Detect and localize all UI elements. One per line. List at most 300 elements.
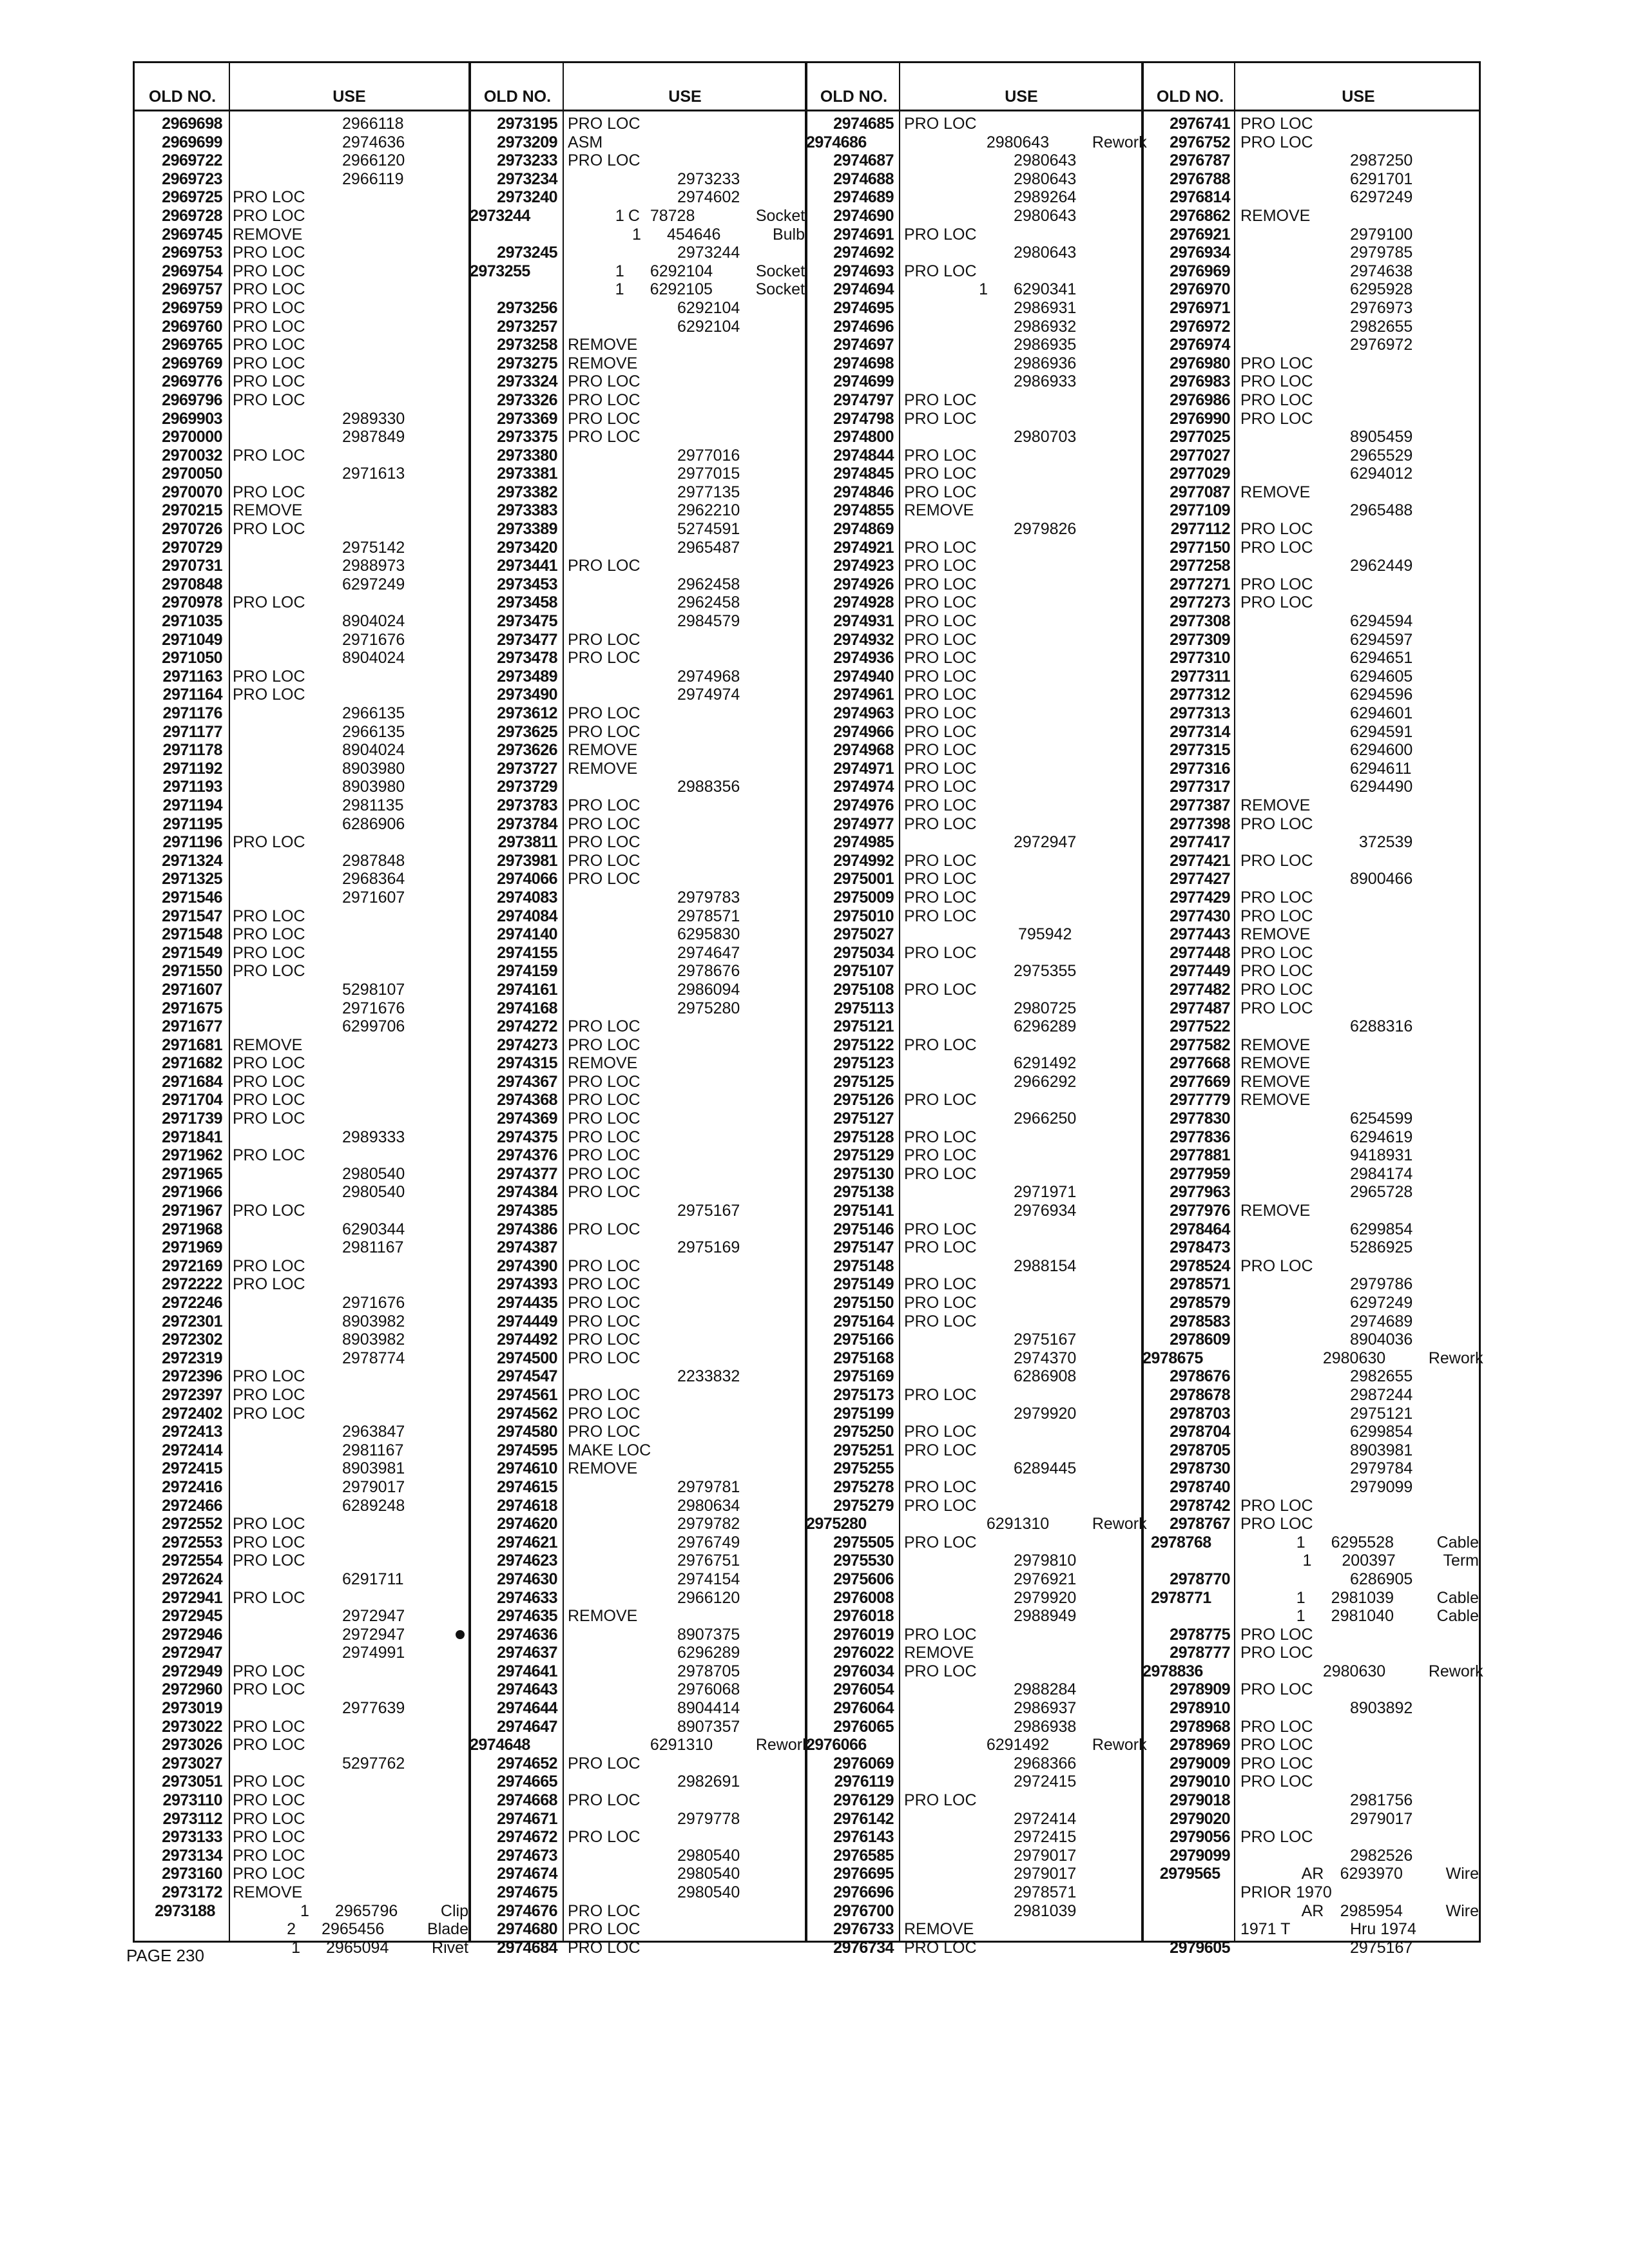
- quantity: [1311, 133, 1324, 152]
- part-note: [1110, 1017, 1119, 1036]
- part-number: 8904024: [342, 649, 405, 668]
- remark: [227, 1331, 304, 1349]
- quantity: [1311, 1644, 1324, 1662]
- use-cell: [227, 318, 468, 336]
- table-row: [135, 1238, 468, 1257]
- use-cell: [1235, 465, 1479, 483]
- part-note: [1447, 593, 1456, 612]
- old-number-cell: [1142, 796, 1235, 815]
- old-number: 2975034: [833, 943, 894, 962]
- part-note: [1447, 870, 1456, 889]
- part-note: [1110, 1312, 1119, 1331]
- use-cell: [563, 889, 805, 907]
- old-number: 2974926: [833, 575, 894, 593]
- old-number: 2975027: [833, 925, 894, 944]
- old-number: 2974800: [833, 428, 894, 447]
- remark: PRO LOC: [233, 686, 305, 704]
- table-row: [1142, 944, 1479, 963]
- part-number: [340, 925, 439, 944]
- part-note: [1447, 557, 1456, 575]
- part-number: [340, 668, 439, 686]
- use-cell: [1235, 391, 1479, 410]
- prefix: [1324, 539, 1347, 557]
- prefix: [651, 1552, 675, 1570]
- old-number: 2973383: [497, 501, 557, 520]
- remark: [227, 870, 304, 889]
- old-number: 2978583: [1170, 1312, 1230, 1331]
- part-number: [1011, 741, 1110, 760]
- remark: [227, 1128, 304, 1147]
- remark: PRO LOC: [233, 1054, 305, 1073]
- table-row: [470, 1754, 805, 1773]
- table-row: [1142, 226, 1479, 244]
- part-note: [1110, 1773, 1119, 1791]
- use-cell: [1235, 1146, 1479, 1165]
- prefix: [988, 1331, 1011, 1349]
- remark: [1217, 1589, 1293, 1608]
- part-number: 2977015: [677, 465, 740, 483]
- prefix: [1324, 1367, 1347, 1386]
- prefix: [651, 686, 675, 704]
- part-number: [1347, 1054, 1447, 1073]
- use-cell: [1235, 520, 1479, 539]
- use-cell: [1235, 354, 1479, 373]
- old-number-cell: [806, 1238, 899, 1257]
- table-row: [1142, 391, 1479, 410]
- old-number: 2978678: [1170, 1385, 1230, 1404]
- old-number: 2976695: [833, 1865, 894, 1883]
- old-number-cell: [470, 1257, 563, 1276]
- use-cell: [899, 575, 1141, 594]
- part-number: [340, 1257, 439, 1276]
- remark: [227, 1220, 304, 1239]
- quantity: [639, 428, 651, 447]
- remark: REMOVE: [1240, 1054, 1311, 1073]
- old-number: 2976129: [833, 1791, 894, 1810]
- remark: PRO LOC: [904, 1625, 977, 1644]
- remark: PRO LOC: [1240, 851, 1313, 870]
- table-row: [470, 612, 805, 631]
- part-note: [439, 1165, 448, 1184]
- quantity: [304, 1405, 316, 1423]
- use-cell: [563, 1810, 805, 1829]
- quantity: [1311, 1386, 1324, 1405]
- part-note: [774, 1680, 783, 1699]
- part-note: [1447, 1828, 1456, 1847]
- use-cell: [899, 612, 1141, 631]
- quantity: [975, 1902, 988, 1921]
- old-number: 2974633: [497, 1588, 557, 1607]
- remark: [1235, 1386, 1311, 1405]
- table-row: [1142, 1736, 1479, 1754]
- quantity: [639, 1754, 651, 1773]
- table-row: [135, 981, 468, 999]
- prefix: [316, 907, 340, 926]
- old-number-cell: [1142, 1626, 1235, 1644]
- remark: [1235, 1570, 1311, 1589]
- old-number: 2970070: [162, 483, 222, 501]
- remark: [1235, 1146, 1311, 1165]
- table-row: [470, 1073, 805, 1091]
- old-number: 2975251: [833, 1441, 894, 1459]
- prefix: [316, 1091, 340, 1110]
- part-note: [1110, 1367, 1119, 1386]
- use-cell: [1235, 1165, 1479, 1184]
- part-note: [1110, 1662, 1119, 1681]
- remark: PRO LOC: [568, 814, 641, 833]
- table-row: [1142, 1847, 1479, 1865]
- old-number: 2974140: [497, 925, 557, 944]
- remark: [563, 1478, 639, 1497]
- quantity: [304, 1091, 316, 1110]
- part-note: [1110, 1754, 1119, 1773]
- table-row: [470, 1110, 805, 1128]
- part-note: [1447, 1441, 1456, 1460]
- prefix: [988, 1036, 1011, 1055]
- quantity: [304, 852, 316, 870]
- use-cell: [563, 1589, 805, 1608]
- old-number: 2974385: [497, 1202, 557, 1220]
- part-note: [1447, 1331, 1456, 1349]
- table-row: [470, 1828, 805, 1847]
- old-number-cell: [470, 1202, 563, 1220]
- table-row: [135, 925, 468, 944]
- remark: REMOVE: [233, 1035, 303, 1054]
- old-number: 2974963: [833, 704, 894, 722]
- quantity: [1311, 465, 1324, 483]
- old-number-cell: [1142, 1110, 1235, 1128]
- quantity: [1311, 170, 1324, 189]
- quantity: [639, 1515, 651, 1533]
- remark: [1235, 244, 1311, 262]
- quantity: [639, 1699, 651, 1718]
- old-number-cell: [806, 318, 899, 336]
- old-number-cell: [470, 1036, 563, 1055]
- part-number: [1347, 1626, 1447, 1644]
- part-number: 6286906: [342, 814, 405, 833]
- prefix: [1315, 1902, 1338, 1921]
- prefix: [1297, 1662, 1320, 1681]
- old-number-cell: [806, 1810, 899, 1829]
- prefix: [316, 1386, 340, 1405]
- table-row: [135, 999, 468, 1018]
- old-number-cell: [135, 1497, 227, 1515]
- part-note: [774, 1533, 783, 1552]
- use-cell: [899, 1607, 1141, 1626]
- old-number-cell: [1142, 815, 1235, 834]
- quantity: [975, 1183, 988, 1202]
- use-cell: [563, 962, 805, 981]
- use-cell: [563, 1570, 805, 1589]
- old-number-cell: [135, 1773, 227, 1791]
- use-cell: [899, 318, 1141, 336]
- part-note: [774, 1054, 783, 1073]
- old-number-cell: [1142, 1238, 1235, 1257]
- prefix: [1324, 1312, 1347, 1331]
- remark: [227, 465, 304, 483]
- prefix: [624, 280, 648, 299]
- old-number-cell: [1142, 1146, 1235, 1165]
- old-number: 2972415: [162, 1459, 222, 1478]
- old-number-cell: [135, 723, 227, 742]
- use-cell: [227, 151, 468, 170]
- part-note: [439, 501, 448, 520]
- old-number-cell: [135, 760, 227, 778]
- prefix: [651, 244, 675, 262]
- old-number-cell: [1142, 1791, 1235, 1810]
- table-row: [470, 1349, 805, 1368]
- use-cell: [899, 1773, 1141, 1791]
- quantity: [1311, 631, 1324, 649]
- use-cell: [227, 410, 468, 428]
- remark: PRO LOC: [1240, 1625, 1313, 1644]
- prefix: [1324, 1386, 1347, 1405]
- part-note: [439, 483, 448, 502]
- prefix: [651, 1110, 675, 1128]
- part-number: 2972414: [1014, 1809, 1077, 1828]
- part-note: [1447, 1570, 1456, 1589]
- use-cell: [1222, 1552, 1479, 1570]
- old-number-cell: [135, 1680, 227, 1699]
- quantity: [304, 668, 316, 686]
- old-number-cell: [470, 1294, 563, 1312]
- remark: PRO LOC: [233, 1809, 305, 1828]
- part-number: [1347, 391, 1447, 410]
- part-note: [774, 962, 783, 981]
- use-cell: [563, 1459, 805, 1478]
- old-number-cell: [135, 1183, 227, 1202]
- old-number: 2978703: [1170, 1404, 1230, 1423]
- quantity: [639, 925, 651, 944]
- part-number: 2972947: [1014, 833, 1077, 852]
- quantity: [975, 336, 988, 354]
- old-number: 2974375: [497, 1128, 557, 1146]
- table-row: [1142, 1754, 1479, 1773]
- old-number-cell: [470, 1091, 563, 1110]
- part-number: [1347, 981, 1447, 999]
- table-row: [470, 447, 805, 465]
- part-number: 2986932: [1014, 317, 1077, 336]
- table-row: [1142, 244, 1479, 262]
- quantity: [639, 704, 651, 723]
- old-number: 2974610: [497, 1459, 557, 1478]
- table-row: [806, 501, 1141, 520]
- part-note: [774, 1810, 783, 1829]
- prefix: [1324, 1920, 1347, 1939]
- remark: PRO LOC: [233, 1680, 305, 1699]
- table-row: [1142, 1459, 1479, 1478]
- part-note: [1447, 133, 1456, 152]
- remark: [563, 907, 639, 926]
- remark: [899, 1017, 975, 1036]
- old-number-cell: [806, 704, 899, 723]
- quantity: [975, 612, 988, 631]
- table-row: [806, 465, 1141, 483]
- table-row: [135, 1441, 468, 1460]
- old-number-cell: [135, 1294, 227, 1312]
- old-number: 2973441: [497, 557, 557, 575]
- old-number-cell: [806, 1441, 899, 1460]
- old-number: 2971607: [162, 980, 222, 999]
- part-note: [1447, 575, 1456, 594]
- quantity: [304, 1110, 316, 1128]
- table-row: [135, 796, 468, 815]
- table-row: [1142, 1128, 1479, 1147]
- remark: [207, 1920, 283, 1939]
- part-number: 6291492: [986, 1736, 1050, 1754]
- part-number: 2978705: [677, 1662, 740, 1680]
- remark: PRO LOC: [233, 1367, 305, 1386]
- part-note: [774, 1349, 783, 1368]
- part-number: [340, 483, 439, 502]
- table-row: [1142, 1828, 1479, 1847]
- part-note: [1110, 1552, 1119, 1570]
- old-number: 2972414: [162, 1441, 222, 1459]
- table-row: [1142, 1810, 1479, 1829]
- quantity: [1311, 870, 1324, 889]
- use-cell: [563, 760, 805, 778]
- prefix: [316, 557, 340, 575]
- prefix: [316, 1146, 340, 1165]
- old-number: 2974699: [833, 372, 894, 391]
- part-number: [1347, 133, 1447, 152]
- part-note: [1110, 1589, 1119, 1608]
- old-number-cell: [806, 1570, 899, 1589]
- prefix: [988, 925, 1011, 944]
- use-header: USE: [1005, 87, 1038, 106]
- table-row: [806, 1626, 1141, 1644]
- old-number: 2975126: [833, 1091, 894, 1110]
- table-row: [1142, 999, 1479, 1018]
- old-number: 2978968: [1170, 1717, 1230, 1736]
- old-number-cell: [135, 1791, 227, 1810]
- old-number: 2971196: [162, 833, 222, 852]
- old-number-cell: [806, 1552, 899, 1570]
- part-note: [774, 778, 783, 796]
- old-number-cell: [1142, 1718, 1235, 1736]
- part-note: [774, 1331, 783, 1349]
- remark: [899, 1202, 975, 1220]
- part-number: [1347, 1515, 1447, 1533]
- old-number: 2974869: [833, 520, 894, 539]
- remark: PRO LOC: [904, 907, 977, 925]
- quantity: [304, 1257, 316, 1276]
- old-number: 2975250: [833, 1423, 894, 1441]
- part-note: [1447, 1718, 1456, 1736]
- table-row: [1142, 188, 1479, 207]
- quantity: [639, 1533, 651, 1552]
- table-row: [1142, 593, 1479, 612]
- old-number-cell: [1142, 1054, 1235, 1073]
- old-number-cell: [470, 1570, 563, 1589]
- quantity: [304, 428, 316, 447]
- part-number: 2980643: [1014, 244, 1077, 262]
- old-number-cell: [806, 465, 899, 483]
- table-row: [470, 1515, 805, 1533]
- part-note: [1447, 207, 1456, 226]
- old-number: 2979009: [1170, 1754, 1230, 1773]
- part-number: 6299706: [342, 1017, 405, 1036]
- use-cell: [227, 686, 468, 704]
- part-number: 2988356: [677, 778, 740, 796]
- quantity: [304, 1699, 316, 1718]
- old-number: 2971841: [162, 1128, 222, 1146]
- remark: PRO LOC: [1240, 372, 1313, 391]
- remark: PRO LOC: [904, 1164, 977, 1183]
- old-number: 2969725: [162, 188, 222, 207]
- prefix: [316, 262, 340, 281]
- prefix: [1297, 1349, 1320, 1368]
- quantity: [975, 1165, 988, 1184]
- table-row: [135, 833, 468, 852]
- old-number: 2979605: [1170, 1938, 1230, 1957]
- table-row: [806, 1146, 1141, 1165]
- part-note: [439, 354, 448, 373]
- part-note: [1110, 428, 1119, 447]
- old-number: 2971049: [162, 630, 222, 649]
- quantity: [304, 336, 316, 354]
- part-number: [1011, 115, 1110, 133]
- old-number-cell: [470, 1238, 563, 1257]
- part-note: [439, 907, 448, 926]
- part-number: [340, 1552, 439, 1570]
- prefix: [651, 1791, 675, 1810]
- remark: [563, 501, 639, 520]
- old-number-cell: [1142, 889, 1235, 907]
- prefix: [988, 723, 1011, 742]
- old-number-cell: [806, 447, 899, 465]
- table-row: [135, 539, 468, 557]
- table-row: [470, 1367, 805, 1386]
- prefix: [651, 1718, 675, 1736]
- old-number: 2973490: [497, 686, 557, 704]
- part-note: [774, 1183, 783, 1202]
- use-cell: [1235, 1718, 1479, 1736]
- prefix: [316, 686, 340, 704]
- part-note: [439, 925, 448, 944]
- part-note: [1110, 852, 1119, 870]
- prefix: [316, 704, 340, 723]
- part-note: [774, 1367, 783, 1386]
- remark: PRO LOC: [568, 704, 641, 722]
- part-note: [439, 852, 448, 870]
- part-note: [774, 1478, 783, 1497]
- old-number-cell: [135, 410, 227, 428]
- quantity: [1311, 925, 1324, 944]
- use-cell: [1235, 447, 1479, 465]
- old-number-cell: [135, 1810, 227, 1829]
- quantity: [304, 889, 316, 907]
- remark: PRO LOC: [904, 1035, 977, 1054]
- prefix: [988, 1367, 1011, 1386]
- bullet-icon: [456, 1630, 465, 1639]
- remark: [1235, 1791, 1311, 1810]
- use-cell: [563, 668, 805, 686]
- part-number: [340, 1054, 439, 1073]
- use-cell: [899, 1699, 1141, 1718]
- part-note: [774, 796, 783, 815]
- part-note: [1110, 280, 1119, 299]
- prefix: [651, 1828, 675, 1847]
- remark: [1235, 1110, 1311, 1128]
- use-cell: [227, 796, 468, 815]
- quantity: [1311, 1257, 1324, 1276]
- use-cell: [563, 593, 805, 612]
- part-number: 8904036: [1350, 1331, 1413, 1349]
- old-number-cell: [135, 852, 227, 870]
- remark: [899, 1754, 975, 1773]
- table-row: [135, 1017, 468, 1036]
